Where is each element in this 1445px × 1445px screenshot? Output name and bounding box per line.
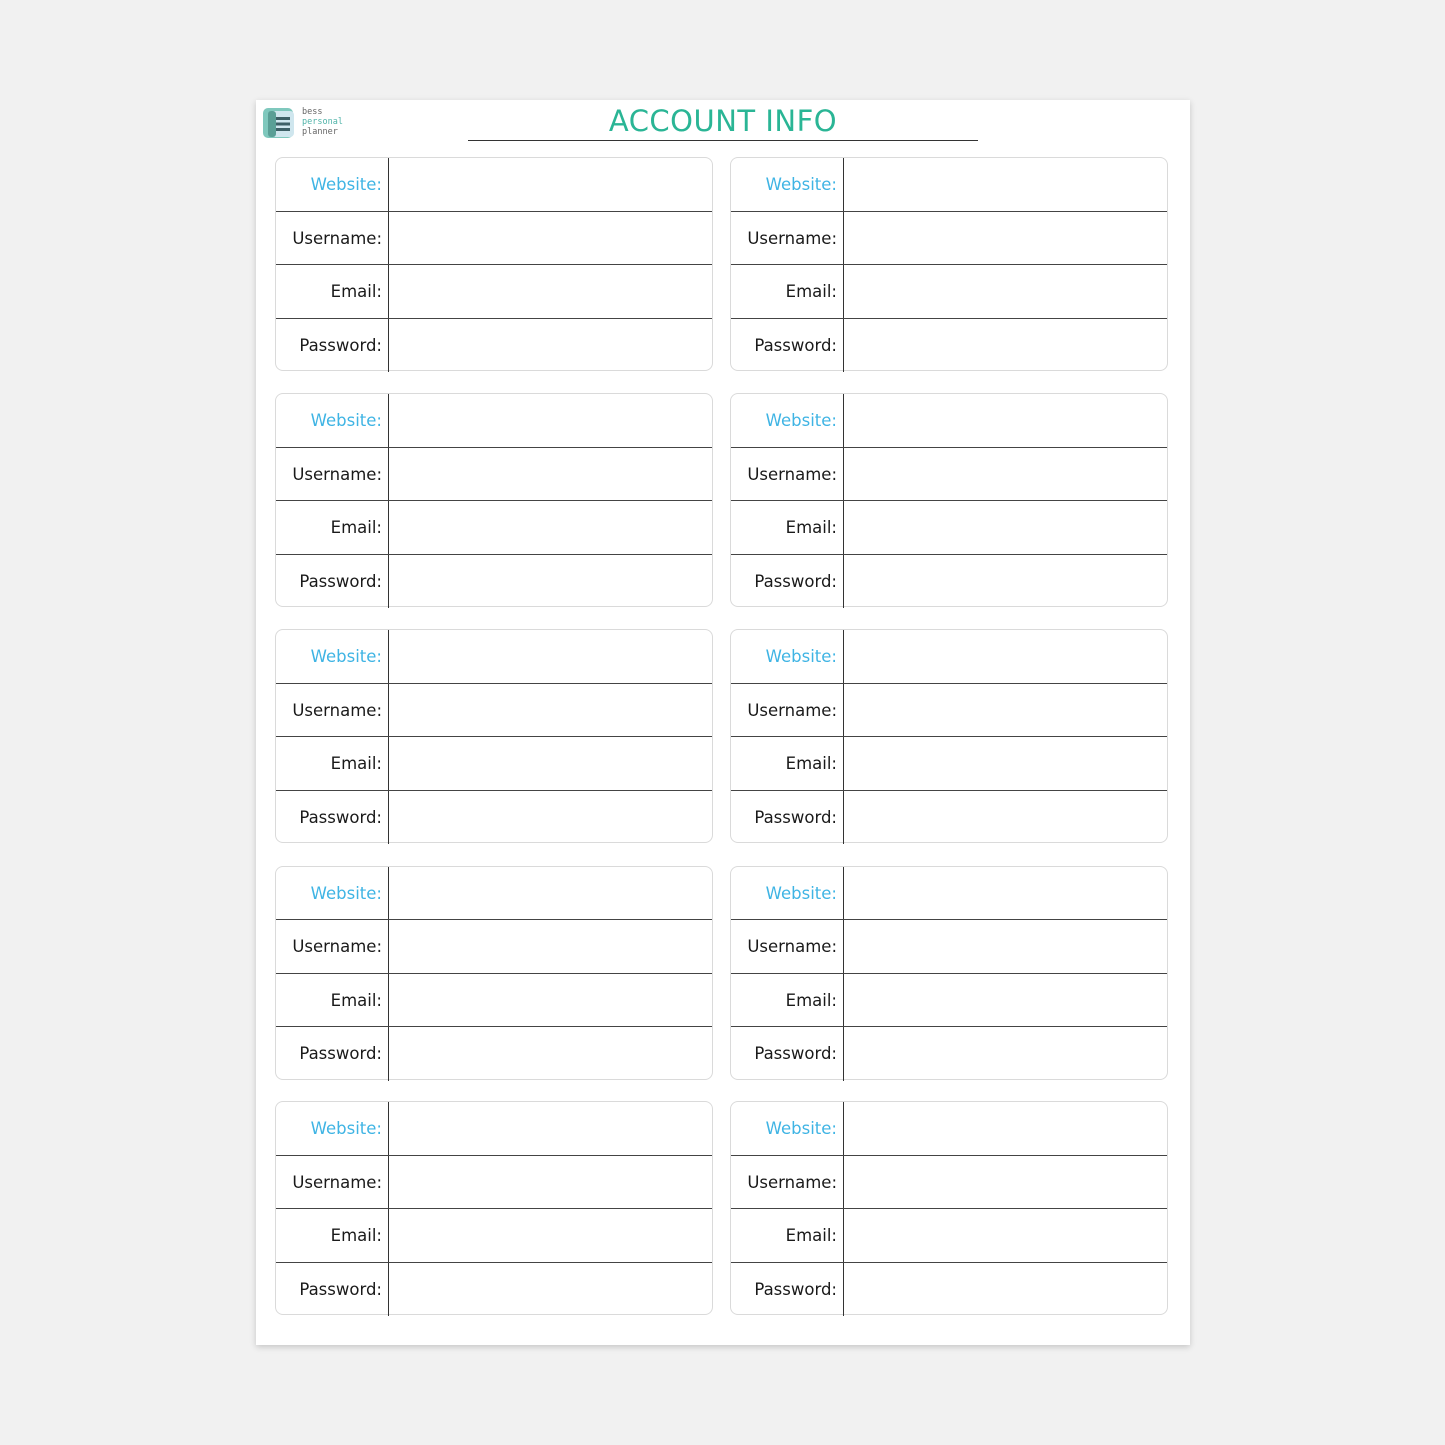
password-row [731, 1027, 1167, 1081]
username-field[interactable] [388, 212, 712, 265]
brand-logo [262, 106, 352, 142]
website-row [731, 158, 1167, 212]
username-row [276, 1156, 712, 1210]
email-row [276, 1209, 712, 1263]
username-label: Username: [292, 464, 382, 484]
password-row [276, 1263, 712, 1317]
account-card [730, 866, 1168, 1080]
password-row [731, 791, 1167, 845]
email-field[interactable] [388, 974, 712, 1027]
username-row [276, 212, 712, 266]
account-card [275, 1101, 713, 1315]
website-field[interactable] [843, 867, 1167, 920]
username-row [731, 1156, 1167, 1210]
password-field[interactable] [843, 1027, 1167, 1081]
website-field[interactable] [388, 158, 712, 211]
account-card [275, 157, 713, 371]
website-row [731, 630, 1167, 684]
password-label: Password: [754, 807, 837, 827]
username-label: Username: [747, 700, 837, 720]
username-label: Username: [292, 228, 382, 248]
website-field[interactable] [843, 158, 1167, 211]
website-label: Website: [765, 1119, 837, 1138]
email-label: Email: [330, 282, 382, 301]
username-field[interactable] [843, 212, 1167, 265]
username-field[interactable] [388, 1156, 712, 1209]
email-field[interactable] [843, 737, 1167, 790]
password-field[interactable] [843, 555, 1167, 609]
username-label: Username: [747, 464, 837, 484]
website-label: Website: [310, 175, 382, 194]
email-row [276, 974, 712, 1028]
email-row [276, 501, 712, 555]
password-row [276, 319, 712, 373]
account-card [730, 393, 1168, 607]
website-row [731, 1102, 1167, 1156]
email-field[interactable] [843, 501, 1167, 554]
website-field[interactable] [388, 630, 712, 683]
username-field[interactable] [388, 920, 712, 973]
username-row [276, 684, 712, 738]
website-label: Website: [310, 1119, 382, 1138]
username-label: Username: [747, 937, 837, 956]
email-field[interactable] [843, 1209, 1167, 1262]
brand-line-1: bess [302, 107, 323, 117]
email-row [731, 1209, 1167, 1263]
email-field[interactable] [843, 974, 1167, 1027]
password-field[interactable] [843, 1263, 1167, 1317]
account-card [275, 629, 713, 843]
password-field[interactable] [388, 1263, 712, 1317]
password-row [731, 1263, 1167, 1317]
username-row [731, 212, 1167, 266]
username-label: Username: [292, 700, 382, 720]
account-card [275, 866, 713, 1080]
email-label: Email: [785, 282, 837, 301]
email-label: Email: [785, 754, 837, 773]
password-label: Password: [754, 571, 837, 591]
username-label: Username: [292, 1172, 382, 1192]
password-label: Password: [754, 1044, 837, 1063]
password-label: Password: [754, 1279, 837, 1299]
password-row [731, 555, 1167, 609]
username-row [731, 448, 1167, 502]
username-field[interactable] [388, 448, 712, 501]
username-row [276, 448, 712, 502]
website-label: Website: [765, 175, 837, 194]
website-label: Website: [765, 647, 837, 666]
website-row [276, 158, 712, 212]
email-row [731, 265, 1167, 319]
password-field[interactable] [388, 1027, 712, 1081]
website-row [276, 630, 712, 684]
password-field[interactable] [843, 319, 1167, 373]
email-label: Email: [330, 518, 382, 537]
account-card [730, 1101, 1168, 1315]
website-label: Website: [765, 411, 837, 430]
password-label: Password: [754, 335, 837, 355]
username-field[interactable] [843, 920, 1167, 973]
password-label: Password: [299, 571, 382, 591]
username-field[interactable] [388, 684, 712, 737]
password-label: Password: [299, 1044, 382, 1063]
email-field[interactable] [388, 737, 712, 790]
username-field[interactable] [843, 684, 1167, 737]
username-row [731, 920, 1167, 974]
account-card [275, 393, 713, 607]
email-label: Email: [785, 518, 837, 537]
username-field[interactable] [843, 1156, 1167, 1209]
email-row [731, 501, 1167, 555]
username-field[interactable] [843, 448, 1167, 501]
website-row [731, 394, 1167, 448]
password-label: Password: [299, 335, 382, 355]
website-row [276, 867, 712, 921]
website-field[interactable] [388, 1102, 712, 1155]
password-row [276, 555, 712, 609]
website-label: Website: [310, 883, 382, 903]
website-label: Website: [765, 883, 837, 903]
username-label: Username: [747, 228, 837, 248]
email-label: Email: [785, 990, 837, 1010]
website-label: Website: [310, 411, 382, 430]
email-label: Email: [330, 754, 382, 773]
username-row [276, 920, 712, 974]
password-field[interactable] [843, 791, 1167, 845]
email-label: Email: [330, 1226, 382, 1245]
password-row [276, 791, 712, 845]
account-card [730, 157, 1168, 371]
password-label: Password: [299, 807, 382, 827]
username-row [731, 684, 1167, 738]
brand-wordmark [302, 107, 343, 137]
brand-line-2: personal [302, 117, 343, 127]
email-row [276, 265, 712, 319]
password-row [276, 1027, 712, 1081]
password-field[interactable] [388, 555, 712, 609]
password-label: Password: [299, 1279, 382, 1299]
website-row [731, 867, 1167, 921]
password-field[interactable] [388, 791, 712, 845]
website-field[interactable] [388, 867, 712, 920]
account-card [730, 629, 1168, 843]
page-title: ACCOUNT INFO [468, 102, 978, 141]
website-row [276, 394, 712, 448]
username-label: Username: [292, 937, 382, 956]
website-row [276, 1102, 712, 1156]
password-field[interactable] [388, 319, 712, 373]
email-field[interactable] [388, 265, 712, 318]
email-field[interactable] [388, 1209, 712, 1262]
planner-sheet [256, 100, 1190, 1345]
password-row [731, 319, 1167, 373]
website-field[interactable] [843, 1102, 1167, 1155]
email-field[interactable] [388, 501, 712, 554]
brand-line-3: planner [302, 127, 338, 137]
email-label: Email: [330, 990, 382, 1010]
email-row [731, 974, 1167, 1028]
username-label: Username: [747, 1172, 837, 1192]
email-field[interactable] [843, 265, 1167, 318]
website-field[interactable] [843, 394, 1167, 447]
website-field[interactable] [843, 630, 1167, 683]
email-label: Email: [785, 1226, 837, 1245]
website-field[interactable] [388, 394, 712, 447]
website-label: Website: [310, 647, 382, 666]
planner-logo-icon [262, 106, 296, 140]
email-row [276, 737, 712, 791]
email-row [731, 737, 1167, 791]
